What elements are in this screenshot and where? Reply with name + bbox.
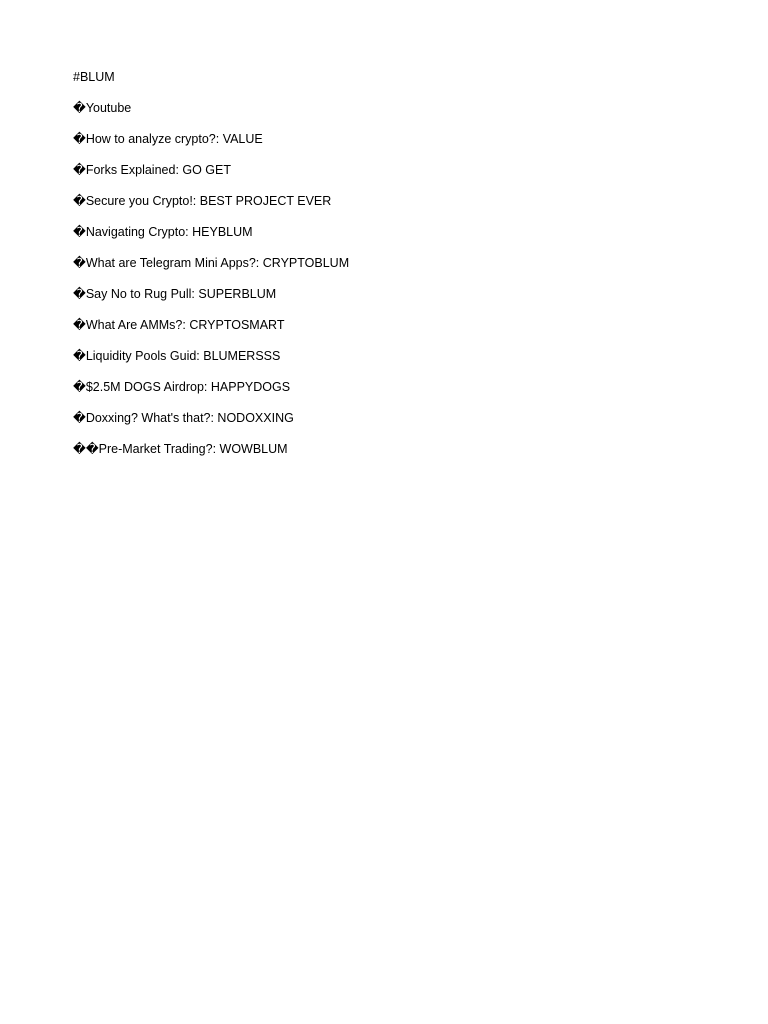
list-item: �How to analyze crypto?: VALUE (73, 132, 263, 146)
list-item: �Forks Explained: GO GET (73, 163, 232, 177)
document-body (73, 68, 693, 471)
document-heading: #BLUM (73, 70, 115, 84)
list-item: �$2.5M DOGS Airdrop: HAPPYDOGS (73, 380, 291, 394)
list-item: �Navigating Crypto: HEYBLUM (73, 225, 253, 239)
list-item: �Say No to Rug Pull: SUPERBLUM (73, 287, 277, 301)
list-item: �Doxxing? What's that?: NODOXXING (73, 411, 294, 425)
list-item: �Youtube (73, 101, 132, 115)
list-item: �What Are AMMs?: CRYPTOSMART (73, 318, 285, 332)
list-item: �What are Telegram Mini Apps?: CRYPTOBLUM (73, 256, 350, 270)
list-item: �Secure you Crypto!: BEST PROJECT EVER (73, 194, 332, 208)
list-item: ��Pre-Market Trading?: WOWBLUM (73, 442, 288, 456)
list-item: �Liquidity Pools Guid: BLUMERSSS (73, 349, 281, 363)
